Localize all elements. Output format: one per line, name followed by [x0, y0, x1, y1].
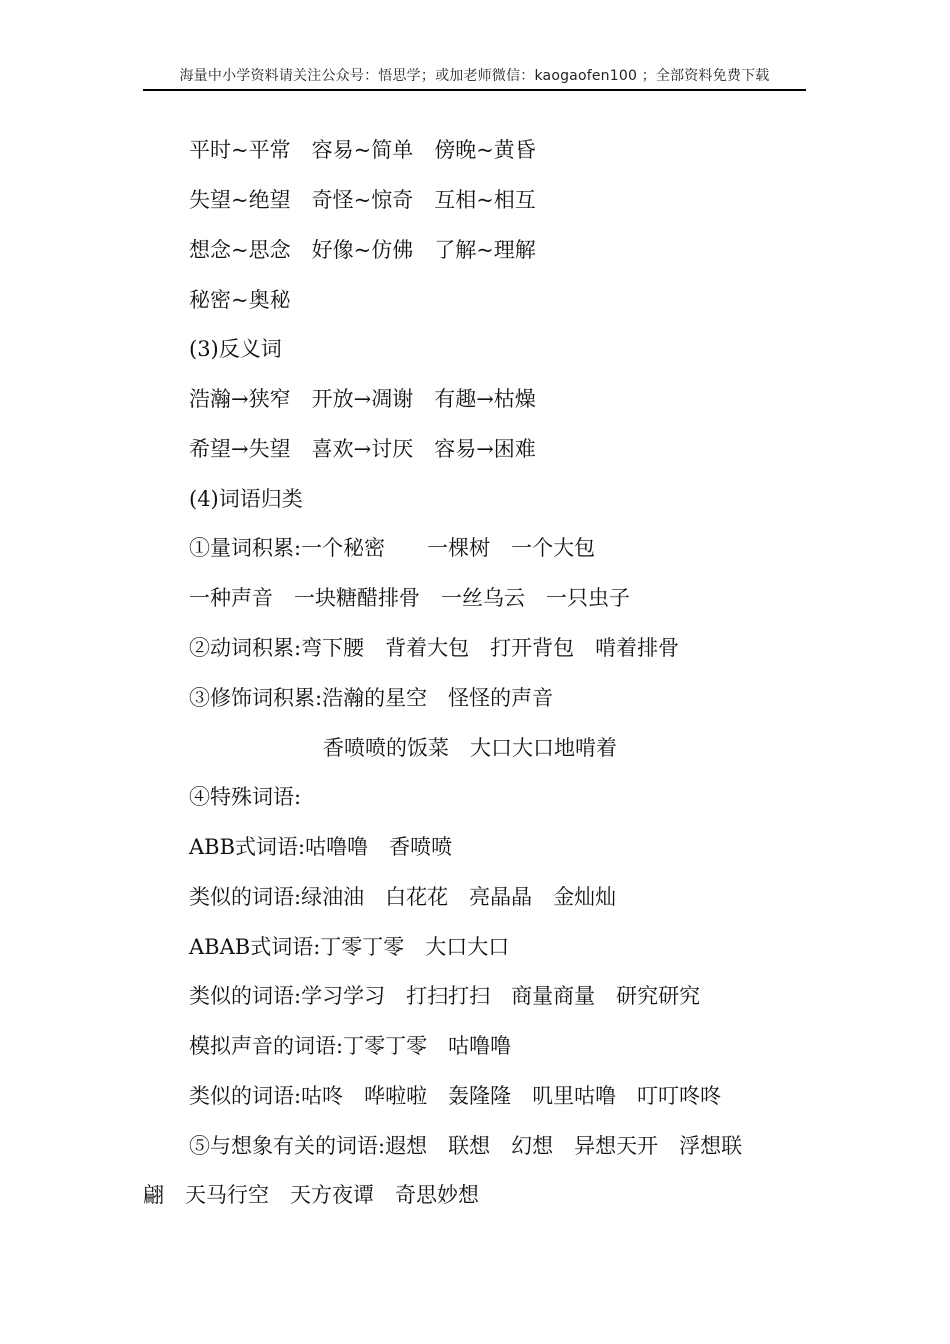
synonym-line-4: 秘密~奥秘 — [189, 288, 291, 312]
onomatopoeia-line: 模拟声音的词语:丁零丁零 咕噜噜 — [189, 1034, 512, 1058]
synonym-line-1: 平时~平常 容易~简单 傍晚~黄昏 — [189, 138, 536, 162]
synonym-line-2: 失望~绝望 奇怪~惊奇 互相~相互 — [189, 188, 536, 212]
verbs-line: ②动词积累:弯下腰 背着大包 打开背包 啃着排骨 — [189, 636, 680, 660]
antonym-line-1: 浩瀚→狭窄 开放→凋谢 有趣→枯燥 — [189, 387, 536, 411]
special-words-heading: ④特殊词语: — [189, 785, 302, 809]
header-rule — [143, 89, 806, 91]
onomatopoeia-similar-line: 类似的词语:咕咚 哗啦啦 轰隆隆 叽里咕噜 叮叮咚咚 — [189, 1084, 722, 1108]
abab-similar-line: 类似的词语:学习学习 打扫打扫 商量商量 研究研究 — [189, 984, 701, 1008]
abb-words-line: ABB式词语:咕噜噜 香喷喷 — [189, 835, 453, 859]
classification-heading: (4)词语归类 — [189, 487, 303, 511]
measure-words-line-1: ①量词积累:一个秘密 一棵树 一个大包 — [189, 536, 596, 560]
measure-words-line-2: 一种声音 一块糖醋排骨 一丝乌云 一只虫子 — [189, 586, 630, 610]
imagination-words-line-1: ⑤与想象有关的词语:遐想 联想 幻想 异想天开 浮想联 — [189, 1134, 743, 1158]
imagination-words-line-2: 翩 天马行空 天方夜谭 奇思妙想 — [143, 1183, 479, 1207]
modifiers-line-2: 香喷喷的饭菜 大口大口地啃着 — [323, 736, 617, 760]
page-header: 海量中小学资料请关注公众号：悟思学；或加老师微信：kaogaofen100 ；全部资料免费下载 — [179, 68, 770, 84]
synonym-line-3: 想念~思念 好像~仿佛 了解~理解 — [189, 238, 536, 262]
abb-similar-line: 类似的词语:绿油油 白花花 亮晶晶 金灿灿 — [189, 885, 617, 909]
antonym-line-2: 希望→失望 喜欢→讨厌 容易→困难 — [189, 437, 536, 461]
abab-words-line: ABAB式词语:丁零丁零 大口大口 — [189, 935, 510, 959]
antonym-heading: (3)反义词 — [189, 337, 282, 361]
modifiers-line-1: ③修饰词积累:浩瀚的星空 怪怪的声音 — [189, 686, 554, 710]
